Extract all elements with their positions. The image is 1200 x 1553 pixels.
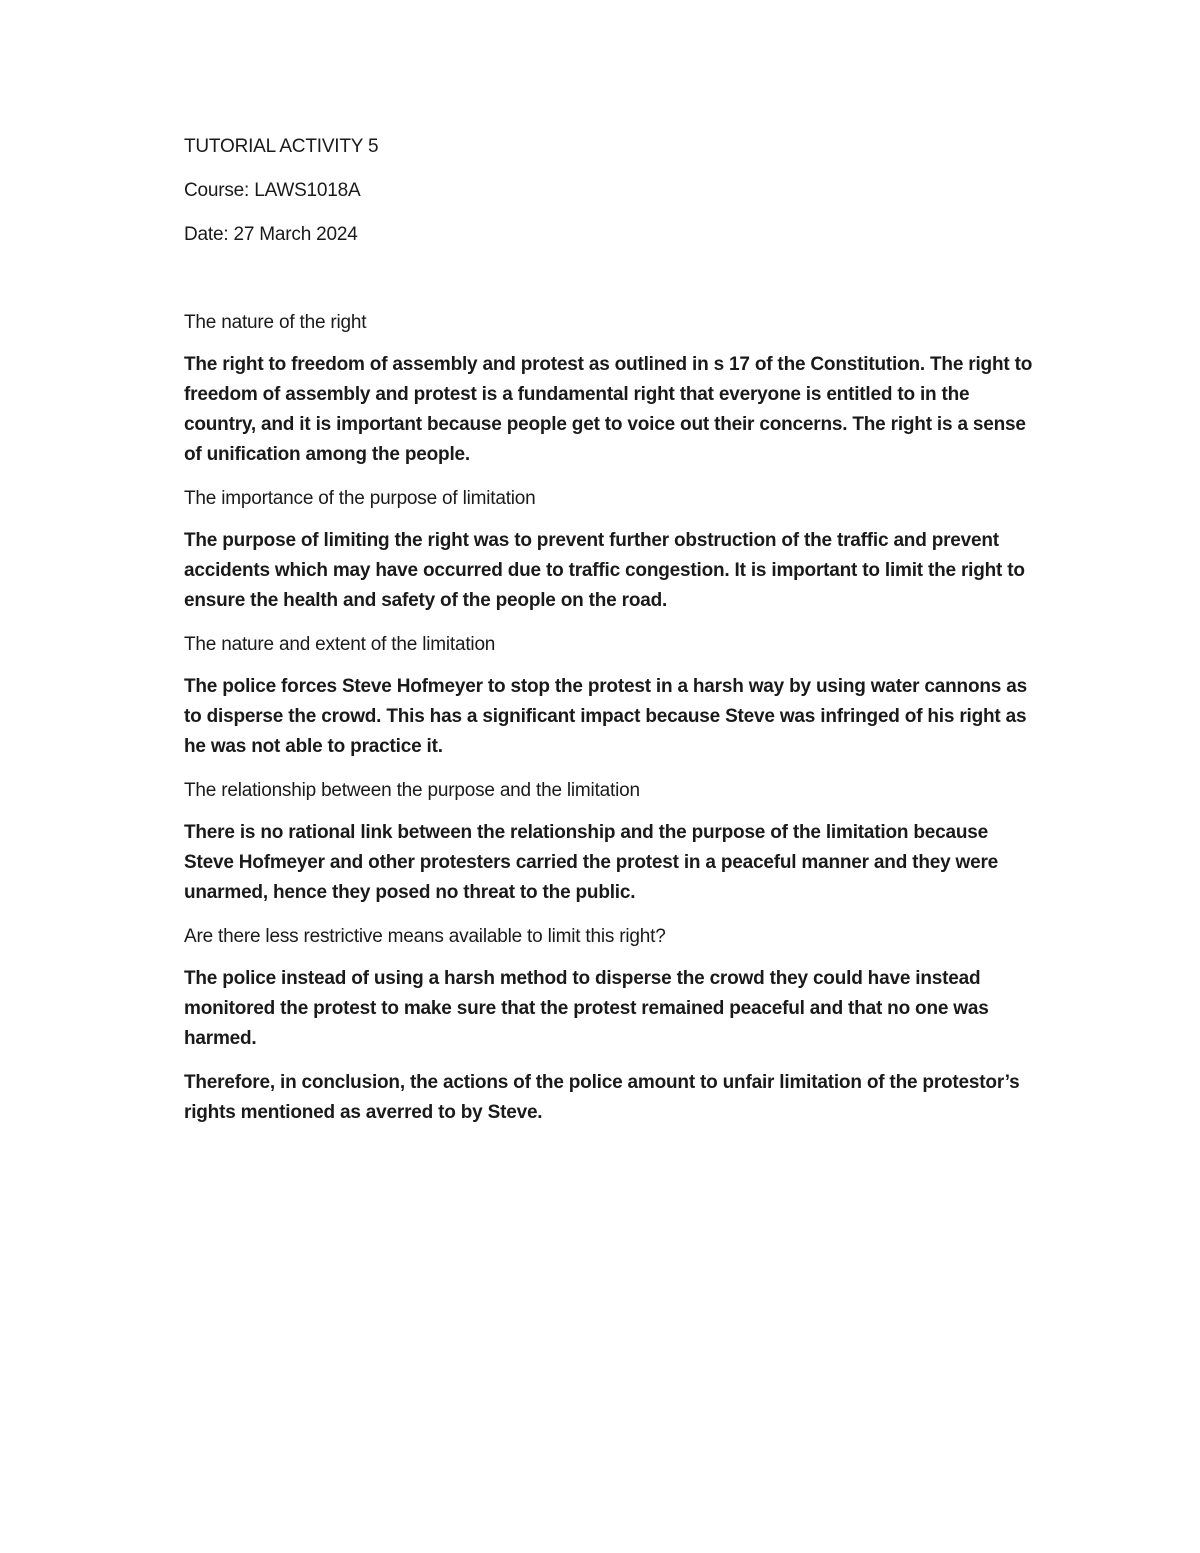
- section-heading-nature-of-right: The nature of the right: [184, 312, 367, 333]
- section-heading-less-restrictive-means: Are there less restrictive means available to limit this right?: [184, 926, 666, 947]
- course-code: Course: LAWS1018A: [184, 180, 361, 201]
- header-spacer: [184, 264, 1034, 308]
- section-body-nature-of-right: The right to freedom of assembly and protest as outlined in s 17 of the Constitution. The right to freedom of assembly and protest is a fundamental right that everyone is entitled to in the country, and it is important because people get to voice out their concerns. The right is a sense of unification among the people.: [184, 354, 1033, 465]
- section-body-less-restrictive-means: The police instead of using a harsh method to disperse the crowd they could have instead monitored the protest to make sure that the protest remained peaceful and that no one was harmed.: [184, 968, 989, 1049]
- document-page: [184, 132, 1034, 1142]
- section-body-purpose-limitation-relationship: There is no rational link between the relationship and the purpose of the limitation because Steve Hofmeyer and other protesters carried the protest in a peaceful manner and they were unarmed, hence they posed no threat to the public.: [184, 822, 999, 903]
- document-title: TUTORIAL ACTIVITY 5: [184, 136, 379, 157]
- conclusion-paragraph: Therefore, in conclusion, the actions of the police amount to unfair limitation of the protestor’s rights mentioned as averred to by Steve.: [184, 1072, 1020, 1123]
- section-heading-purpose-of-limitation: The importance of the purpose of limitation: [184, 488, 536, 509]
- document-date: Date: 27 March 2024: [184, 224, 358, 245]
- section-body-nature-extent-limitation: The police forces Steve Hofmeyer to stop the protest in a harsh way by using water cannons as to disperse the crowd. This has a significant impact because Steve was infringed of his right as he was not able to practice it.: [184, 676, 1027, 757]
- section-heading-nature-extent-limitation: The nature and extent of the limitation: [184, 634, 496, 655]
- section-body-purpose-of-limitation: The purpose of limiting the right was to prevent further obstruction of the traffic and prevent accidents which may have occurred due to traffic congestion. It is important to limit the right to ensure the health and safety of the people on the road.: [184, 530, 1025, 611]
- section-heading-purpose-limitation-relationship: The relationship between the purpose and the limitation: [184, 780, 640, 801]
